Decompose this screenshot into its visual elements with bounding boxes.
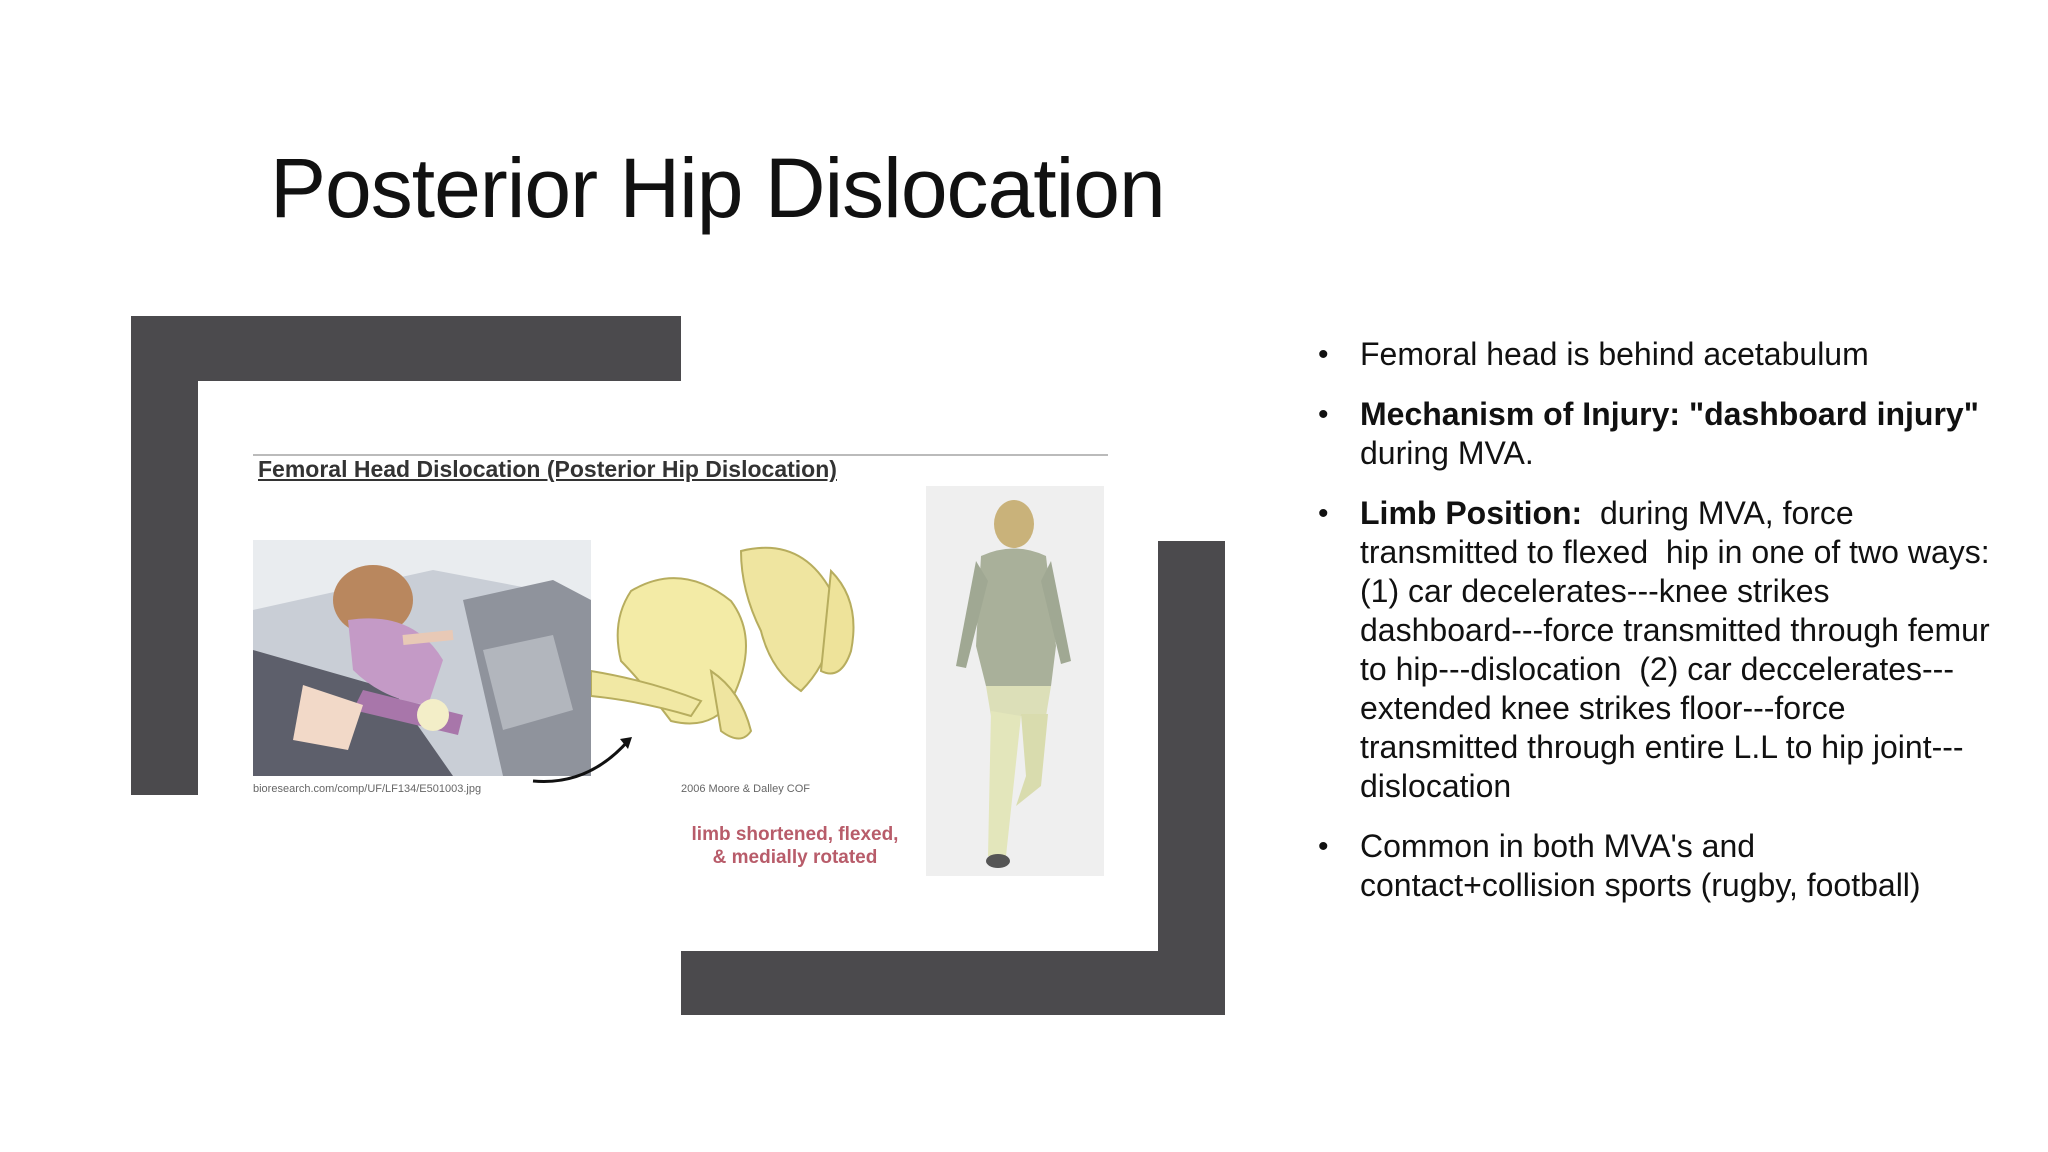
bullet-bold-text: Mechanism of Injury: "dashboard injury" [1360, 396, 1979, 432]
bullet-item-2 [1318, 395, 1998, 473]
standing-person-illustration [926, 486, 1104, 876]
bullet-item-1 [1318, 335, 1998, 374]
caption-red [665, 823, 925, 869]
bullet-bold-text: Limb Position: [1360, 495, 1583, 531]
caption-left: bioresearch.com/comp/UF/LF134/E501003.jpg [253, 783, 482, 795]
frame-right-bar [1157, 541, 1225, 1015]
bullet-item-4 [1318, 827, 1998, 905]
caption-mid: 2006 Moore & Dalley COF [681, 783, 810, 795]
bullet-list [1318, 335, 1998, 926]
figure-heading: Femoral Head Dislocation (Posterior Hip Dislocation) [258, 456, 837, 482]
bullet-dot-icon: • [1318, 830, 1329, 863]
bullet-dot-icon: • [1318, 497, 1329, 530]
slide-figure [198, 381, 1158, 951]
bullet-text: during MVA, force transmitted to flexed hip in one of two ways: (1) car decelerates---knee strikes dashboard---force transmitted through femur to hip---dislocation (2) car deccelerates---extended knee strikes floor---force transmitted through entire L.L to hip joint---dislocation [1360, 495, 1999, 804]
bullet-text: Common in both MVA's and contact+collision sports (rugby, football) [1360, 828, 1921, 903]
frame-bottom-right-bar [681, 951, 1225, 1015]
frame-left-bar [131, 316, 199, 795]
person-drawing [926, 486, 1104, 876]
bullet-dot-icon: • [1318, 398, 1329, 431]
caption-red-line2: & medially rotated [712, 847, 878, 868]
caption-red-line1: limb shortened, flexed, [691, 824, 899, 845]
bullet-dot-icon: • [1318, 338, 1329, 371]
slide-title: Posterior Hip Dislocation [270, 141, 1165, 235]
bullet-item-3 [1318, 494, 1998, 806]
bullet-text: Femoral head is behind acetabulum [1360, 336, 1869, 372]
frame-top-left-bar [131, 316, 681, 382]
bullet-text: during MVA. [1360, 435, 1534, 471]
pelvis-bone-illustration [591, 531, 921, 781]
arrow-icon [528, 721, 638, 791]
